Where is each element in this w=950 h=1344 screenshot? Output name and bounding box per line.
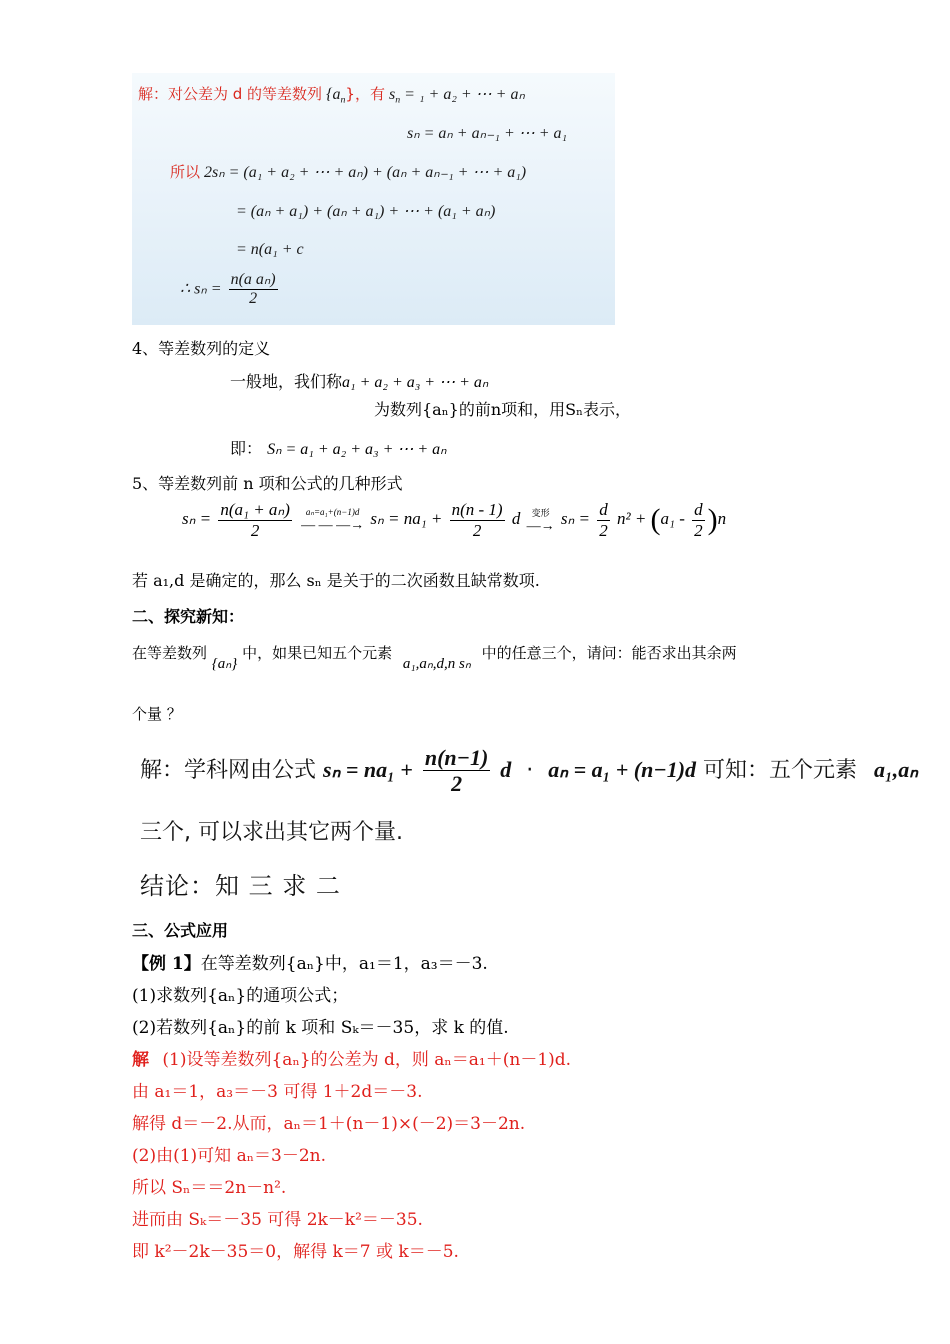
sum-symbol: s bbox=[388, 86, 396, 103]
example-text: 在等差数列{aₙ}中，a₁＝1，a₃＝－3. bbox=[200, 954, 488, 974]
formula-3-denominator: 2 bbox=[599, 520, 608, 540]
scan-fraction bbox=[423, 745, 490, 797]
definition-line-3 bbox=[230, 436, 447, 459]
arrow-2: 变形 —→ bbox=[527, 506, 555, 535]
sum-expansion: = ₁ + a₂ + ⋯ + aₙ bbox=[404, 86, 525, 103]
arrow-2-label: 变形 bbox=[531, 508, 550, 519]
explore-question-line-1 bbox=[132, 642, 737, 672]
formula-3-numerator: d bbox=[599, 500, 608, 519]
formula-3-paren-a: a₁ - bbox=[660, 508, 685, 528]
derivation-line-6 bbox=[180, 271, 281, 309]
solution-tag: 解 bbox=[132, 1050, 149, 1070]
result-prefix: ∴ sₙ = bbox=[180, 280, 222, 298]
derivation-line-5: = n(a₁ + c bbox=[236, 241, 304, 258]
example-1 bbox=[132, 949, 488, 974]
example-tag: 【例 1】 bbox=[132, 954, 201, 974]
arrow-1-label: aₙ=a₁+(n−1)d bbox=[305, 506, 360, 517]
scan-line-1: 解：学科网由公式 sₙ = na₁ + $\frac{n(n-1)}{2}$ d · aₙ = a₁ + (n−1)d 可知：五个元素 a₁,aₙ bbox=[140, 745, 918, 797]
definition-text-1: 一般地，我们称 bbox=[230, 372, 343, 391]
derivation-image bbox=[132, 73, 615, 325]
example-question-2: (2)若数列{aₙ}的前 k 项和 Sₖ＝－35，求 k 的值. bbox=[132, 1018, 509, 1038]
question-elements: a₁,aₙ,d,n sₙ bbox=[402, 656, 471, 672]
formula-2-denominator: 2 bbox=[472, 520, 482, 540]
formula-3-paren-denominator: 2 bbox=[694, 520, 703, 540]
derivation-label: 解：对公差为 d 的等差数列 bbox=[138, 85, 323, 103]
formula-3-fraction bbox=[597, 500, 610, 540]
set-sub: n bbox=[340, 94, 346, 106]
definition-text-3: 即： bbox=[230, 439, 263, 458]
derivation-line-3 bbox=[170, 161, 526, 182]
formula-2-lhs: sₙ = na₁ + bbox=[370, 508, 443, 528]
solution-line-2: 由 a₁＝1，a₃＝－3 可得 1＋2d＝－3. bbox=[132, 1082, 423, 1102]
solution-line-6: 进而由 Sₖ＝－35 可得 2k－k²＝－35. bbox=[132, 1210, 423, 1230]
definition-line-1 bbox=[230, 369, 488, 392]
scan-line-2: 三个, 可以求出其它两个量. bbox=[140, 820, 403, 845]
scan-tail: a₁,aₙ bbox=[874, 756, 918, 782]
definition-line-2: 为数列{aₙ}的前n项和，用Sₙ表示， bbox=[374, 400, 632, 419]
formula-2-numerator: n(n - 1) bbox=[451, 500, 503, 519]
sum-formula-row: sₙ = $\frac{\text{n(a₁ + aₙ)}}{2}$ aₙ=a₁+(n−1)d — — —→ sₙ = na₁ + $\frac{n(n - 1)}{2}$ d 变形 —→ sₙ = $\frac{d}{2}$ n² + (a₁ - $\frac{d}{2}$ )n bbox=[182, 500, 727, 540]
arrow-1: aₙ=a₁+(n−1)d — — —→ bbox=[301, 506, 365, 533]
question-text-c: 中的任意三个，请问：能否求出其余两 bbox=[481, 644, 737, 662]
question-set: {aₙ} bbox=[211, 656, 238, 672]
scan-formula-1: sₙ = na₁ + bbox=[323, 756, 413, 782]
formula-3-tail: n bbox=[717, 508, 727, 528]
set-close: }，有 bbox=[345, 85, 385, 103]
formula-3-middle: n² + bbox=[616, 508, 651, 528]
formula-2-fraction bbox=[450, 500, 505, 540]
result-denominator: 2 bbox=[249, 290, 258, 308]
solution-line-5: 所以 Sₙ＝＝2n－n². bbox=[132, 1178, 287, 1198]
scan-text-a: 解：学科网由公式 bbox=[140, 757, 317, 783]
result-fraction bbox=[229, 271, 278, 309]
explore-question-line-2: 个量 ？ bbox=[132, 705, 182, 723]
formula-3-lhs: sₙ = bbox=[560, 508, 590, 528]
solution-line-1 bbox=[132, 1045, 571, 1070]
solution-text-1: (1)设等差数列{aₙ}的公差为 d，则 aₙ＝a₁＋(n－1)d. bbox=[162, 1050, 572, 1070]
solution-line-4: (2)由(1)可知 aₙ＝3－2n. bbox=[132, 1146, 327, 1166]
scan-numerator: n(n−1) bbox=[424, 745, 489, 770]
formula-3-paren-numerator: d bbox=[694, 500, 703, 519]
scan-formula-2: aₙ = a₁ + (n−1)d bbox=[548, 756, 697, 782]
scan-conclusion: 结论：知 三 求 二 bbox=[140, 872, 341, 900]
therefore-label: 所以 bbox=[170, 163, 201, 181]
question-text-b: 中，如果已知五个元素 bbox=[242, 644, 393, 662]
formula-1-lhs: sₙ = bbox=[182, 508, 212, 528]
section-5-title: 5、等差数列前 n 项和公式的几种形式 bbox=[132, 474, 403, 493]
scan-text-b: 可知：五个元素 bbox=[703, 757, 858, 783]
double-sum: 2sₙ = (a₁ + a₂ + ⋯ + aₙ) + (aₙ + aₙ₋₁ + ⋯ + a₁) bbox=[204, 164, 527, 181]
section-4-title: 4、等差数列的定义 bbox=[132, 339, 271, 358]
scan-d: d bbox=[500, 756, 512, 782]
definition-math-1: a₁ + a₂ + a₃ + ⋯ + aₙ bbox=[342, 374, 489, 391]
example-question-1: (1)求数列{aₙ}的通项公式； bbox=[132, 986, 349, 1006]
derivation-line-1: 解：对公差为 d 的等差数列 $\{a_n\}$，有 $s_n = _1 + a_2$ + ⋯ + aₙ bbox=[138, 85, 525, 106]
derivation-line-2: sₙ = aₙ + aₙ₋₁ + ⋯ + a₁ bbox=[407, 125, 568, 142]
result-numerator: n(a aₙ) bbox=[229, 271, 278, 290]
quadratic-note: 若 a₁,d 是确定的，那么 sₙ 是关于的二次函数且缺常数项. bbox=[132, 571, 540, 590]
derivation-line-4: = (aₙ + a₁) + (aₙ + a₁) + ⋯ + (a₁ + aₙ) bbox=[236, 203, 496, 220]
solution-line-7: 即 k²－2k－35＝0，解得 k＝7 或 k＝－5. bbox=[132, 1242, 459, 1262]
apply-title: 三、公式应用 bbox=[132, 921, 229, 940]
question-text-a: 在等差数列 bbox=[132, 644, 208, 662]
formula-2-tail: d bbox=[511, 508, 521, 528]
scan-denominator: 2 bbox=[451, 771, 463, 797]
set-open: {a bbox=[326, 86, 341, 103]
formula-1-numerator: n(a₁ + aₙ) bbox=[220, 500, 290, 519]
formula-3-paren-fraction bbox=[692, 500, 705, 540]
definition-math-3: Sₙ = a₁ + a₂ + a₃ + ⋯ + aₙ bbox=[267, 441, 447, 458]
formula-1-fraction bbox=[218, 500, 291, 540]
solution-line-3: 解得 d＝－2.从而，aₙ＝1＋(n－1)×(－2)＝3－2n. bbox=[132, 1114, 526, 1134]
formula-1-denominator: 2 bbox=[250, 520, 260, 540]
explore-title: 二、探究新知： bbox=[132, 607, 245, 626]
